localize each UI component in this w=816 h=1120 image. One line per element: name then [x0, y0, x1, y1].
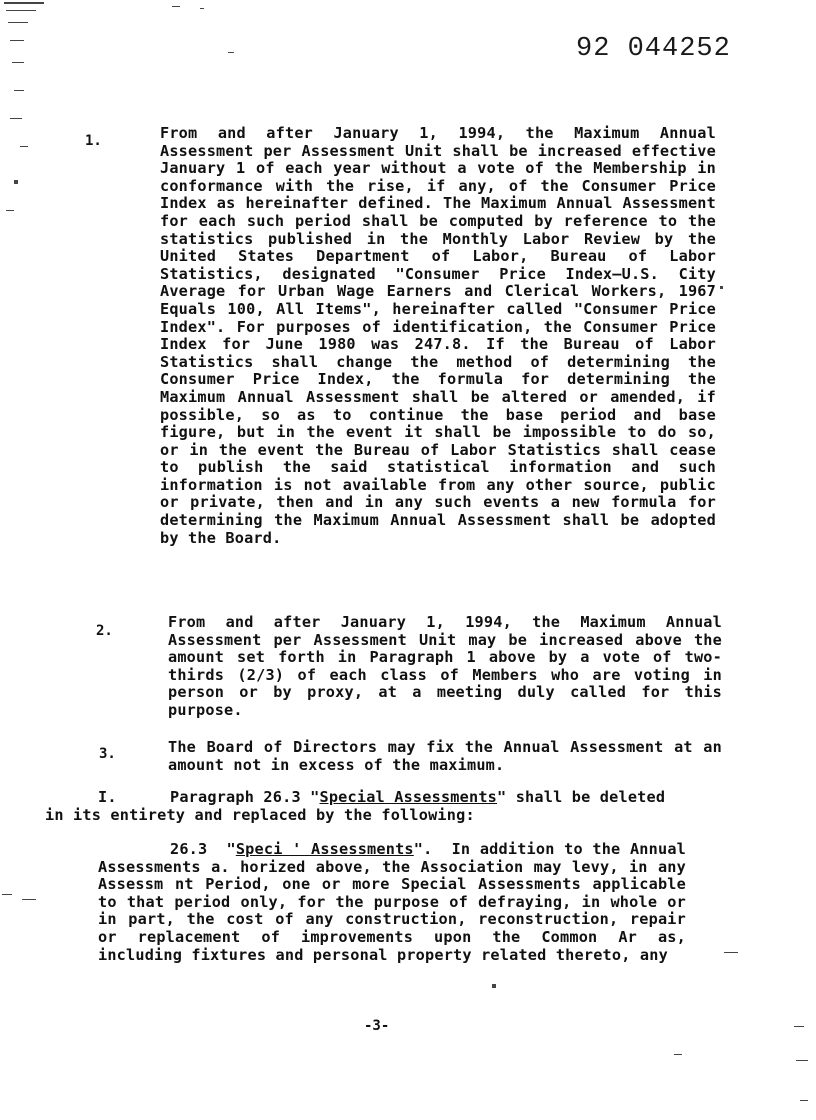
scan-speck — [228, 52, 234, 53]
scan-speck — [800, 1100, 808, 1101]
replacement-quote-open: " — [226, 840, 236, 858]
section-heading-continued: in its entirety and replaced by the following: — [45, 806, 475, 824]
page-number: -3- — [364, 1018, 390, 1034]
scan-speck — [794, 1026, 804, 1027]
replacement-quote-close: ". — [413, 840, 433, 858]
scan-speck — [6, 10, 36, 11]
scan-speck — [720, 286, 723, 289]
scan-speck — [4, 2, 44, 4]
section-intro-after: " shall be deleted — [497, 788, 666, 806]
scan-speck — [14, 180, 18, 184]
replacement-text: In addition to the Annual Assessments a. horized above, the Association may levy, in any Assessm nt Period, one or more Special Assessments applicable to that period only, for the purpose of defraying, in whole or in part, the cost of any construction, reconstruction, repair or replacement of improvements upon the Common Ar as, including fixtures and personal property related thereto, any — [98, 840, 687, 964]
scan-speck — [10, 118, 22, 119]
scan-speck — [172, 6, 180, 7]
scan-speck — [14, 90, 24, 91]
scan-speck — [724, 952, 738, 953]
section-intro-title: Special Assessments — [319, 788, 498, 806]
scan-speck — [6, 210, 14, 211]
scan-speck — [22, 899, 36, 900]
section-roman-numeral: I. — [98, 788, 117, 806]
document-number: 92 044252 — [576, 34, 731, 64]
replacement-number: 26.3 — [170, 840, 208, 858]
scan-speck — [674, 1054, 682, 1055]
item-2-text: From and after January 1, 1994, the Maximum Annual Assessment per Assessment Unit may be increased above the amount set forth in Paragraph 1 above by a vote of two-thirds (2/3) of each class of Members who are voting in person or by proxy, at a meeting duly called for this purpose. — [168, 613, 722, 719]
scan-speck — [8, 22, 28, 23]
item-3-text: The Board of Directors may fix the Annual Assessment at an amount not in excess of the maximum. — [168, 738, 722, 774]
replacement-title: Speci ' Assessments — [235, 840, 414, 858]
item-2-number: 2. — [96, 623, 113, 639]
item-1-text: From and after January 1, 1994, the Maximum Annual Assessment per Assessment Unit shall be increased effective January 1 of each year without a vote of the Membership in conformance with the rise, if any, of the Consumer Price Index as hereinafter defined. The Maximum Annual Assessment for each such period shall be computed by reference to the statistics published in the Monthly Labor Review by the United States Department of Labor, Bureau of Labor Statistics, designated "Consumer Price Index—U.S. City Average for Urban Wage Earners and Clerical Workers, 1967 Equals 100, All Items", hereinafter called "Consumer Price Index". For purposes of identification, the Consumer Price Index for June 1980 was 247.8. If the Bureau of Labor Statistics shall change the method of determining the Consumer Price Index, the formula for determining the Maximum Annual Assessment shall be altered or amended, if possible, so as to continue the base period and base figure, but in the event it shall be impossible to do so, or in the event the Bureau of Labor Statistics shall cease to publish the said statistical information and such information is not available from any other source, public or private, then and in any such events a new formula for determining the Maximum Annual Assessment shall be adopted by the Board. — [160, 124, 716, 547]
scan-speck — [796, 1060, 808, 1061]
item-1-number: 1. — [85, 133, 102, 149]
replacement-paragraph — [98, 841, 686, 964]
scan-speck — [200, 8, 204, 9]
scan-speck — [10, 40, 24, 41]
scan-speck — [2, 894, 12, 895]
section-heading — [98, 789, 728, 807]
section-intro-before: Paragraph 26.3 " — [170, 788, 320, 806]
scan-speck — [20, 146, 28, 147]
item-3-number: 3. — [99, 746, 116, 762]
scan-speck — [12, 62, 24, 63]
scan-speck — [492, 984, 496, 988]
